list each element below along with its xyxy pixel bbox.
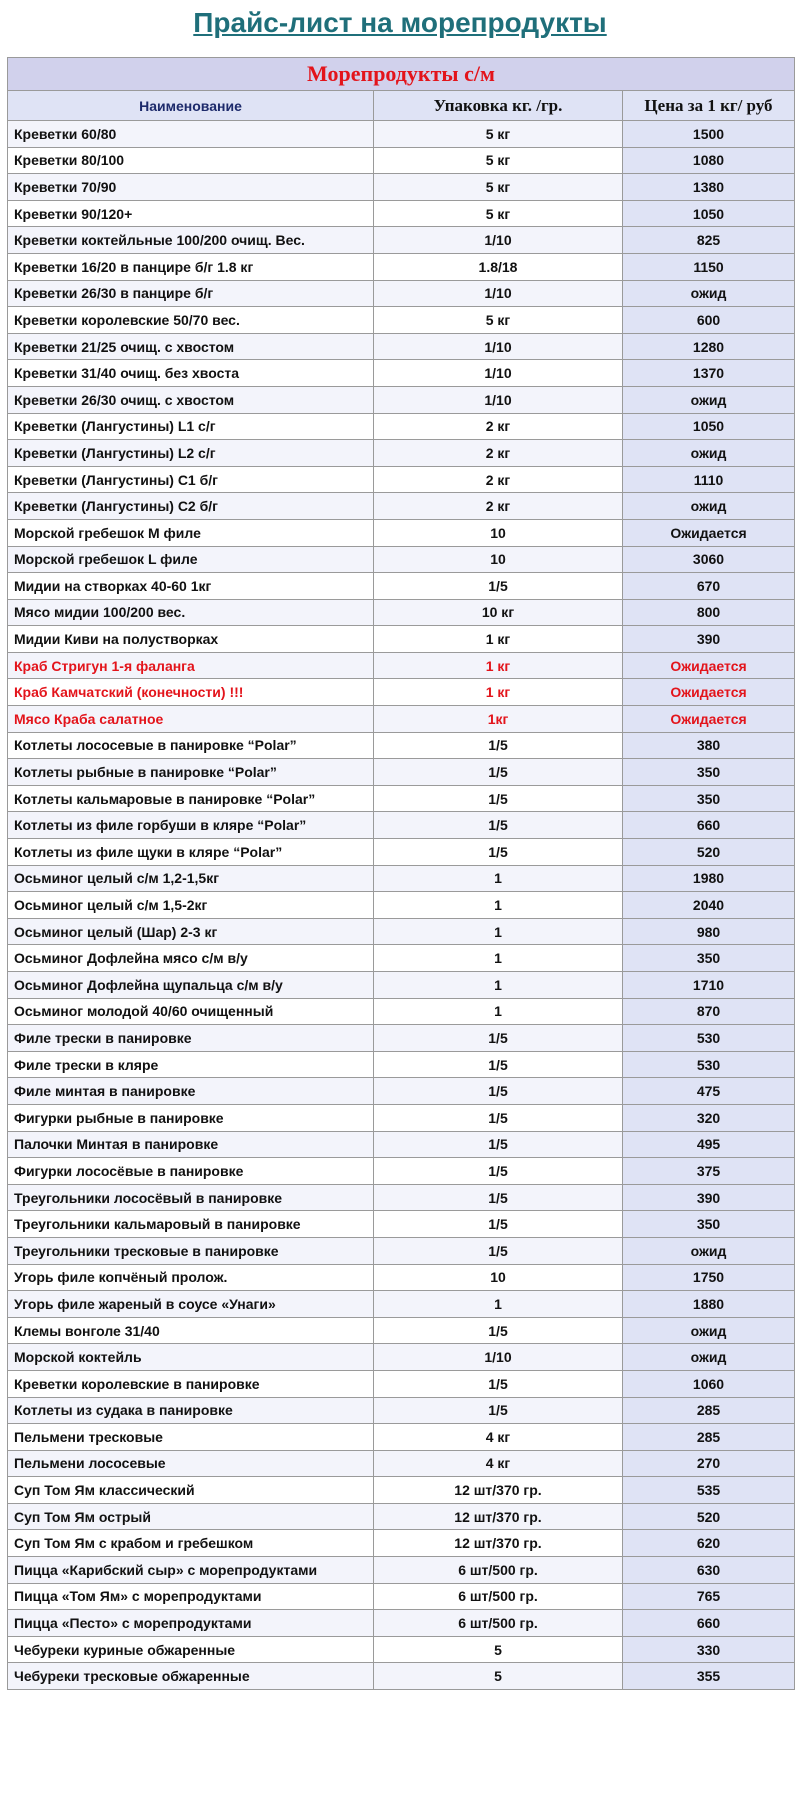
package-cell: 1/5 [374,1158,623,1185]
package-cell: 1 [374,892,623,919]
product-name-cell: Креветки 60/80 [8,121,374,148]
product-name-cell: Креветки 26/30 очищ. с хвостом [8,386,374,413]
table-row [8,1557,795,1584]
price-cell: 1050 [623,413,795,440]
column-header-pack: Упаковка кг. /гр. [374,91,623,121]
product-name-cell: Мясо Краба салатное [8,706,374,733]
table-row [8,1530,795,1557]
price-cell: 1150 [623,253,795,280]
package-cell: 6 шт/500 гр. [374,1557,623,1584]
product-name-cell: Осьминог целый с/м 1,2-1,5кг [8,865,374,892]
price-cell: 800 [623,599,795,626]
price-cell: 1380 [623,174,795,201]
package-cell: 10 [374,546,623,573]
table-row [8,1078,795,1105]
table-row [8,1370,795,1397]
package-cell: 1 кг [374,679,623,706]
package-cell: 5 [374,1636,623,1663]
product-name-cell: Суп Том Ям с крабом и гребешком [8,1530,374,1557]
product-name-cell: Фигурки рыбные в панировке [8,1104,374,1131]
product-name-cell: Креветки (Лангустины) С2 б/г [8,493,374,520]
product-name-cell: Креветки (Лангустины) L1 с/г [8,413,374,440]
table-row [8,1663,795,1690]
table-row [8,892,795,919]
price-cell: 530 [623,1051,795,1078]
price-cell: 1280 [623,333,795,360]
table-row [8,1104,795,1131]
table-row [8,1317,795,1344]
price-cell: ожид [623,1344,795,1371]
price-cell: 1080 [623,147,795,174]
table-row [8,918,795,945]
package-cell: 5 кг [374,121,623,148]
package-cell: 5 кг [374,200,623,227]
product-name-cell: Креветки королевские 50/70 вес. [8,307,374,334]
table-row [8,386,795,413]
table-row [8,440,795,467]
package-cell: 12 шт/370 гр. [374,1503,623,1530]
package-cell: 1 кг [374,652,623,679]
product-name-cell: Мидии Киви на полустворках [8,626,374,653]
price-cell: 660 [623,1610,795,1637]
table-row [8,1636,795,1663]
table-row [8,1397,795,1424]
table-row [8,1211,795,1238]
product-name-cell: Краб Стригун 1-я фаланга [8,652,374,679]
package-cell: 1/5 [374,1237,623,1264]
package-cell: 6 шт/500 гр. [374,1610,623,1637]
price-cell: 380 [623,732,795,759]
package-cell: 1/5 [374,1397,623,1424]
product-name-cell: Осьминог Дофлейна мясо с/м в/у [8,945,374,972]
product-name-cell: Угорь филе копчёный пролож. [8,1264,374,1291]
table-row [8,1131,795,1158]
package-cell: 2 кг [374,466,623,493]
table-row [8,1583,795,1610]
package-cell: 1 [374,945,623,972]
table-row [8,732,795,759]
product-name-cell: Котлеты из филе горбуши в кляре “Polar” [8,812,374,839]
table-row [8,227,795,254]
table-row [8,652,795,679]
package-cell: 4 кг [374,1450,623,1477]
product-name-cell: Пельмени лососевые [8,1450,374,1477]
price-cell: 600 [623,307,795,334]
product-name-cell: Палочки Минтая в панировке [8,1131,374,1158]
price-cell: Ожидается [623,679,795,706]
price-cell: 520 [623,1503,795,1530]
table-row [8,1158,795,1185]
price-cell: 1880 [623,1291,795,1318]
product-name-cell: Креветки 21/25 очищ. с хвостом [8,333,374,360]
price-cell: 350 [623,1211,795,1238]
product-name-cell: Мидии на створках 40-60 1кг [8,573,374,600]
package-cell: 4 кг [374,1424,623,1451]
price-cell: ожид [623,280,795,307]
table-row [8,759,795,786]
package-cell: 5 [374,1663,623,1690]
package-cell: 2 кг [374,493,623,520]
price-cell: 870 [623,998,795,1025]
price-cell: 350 [623,945,795,972]
package-cell: 5 кг [374,147,623,174]
price-cell: 330 [623,1636,795,1663]
price-cell: 1710 [623,972,795,999]
product-name-cell: Креветки 80/100 [8,147,374,174]
price-cell: 630 [623,1557,795,1584]
table-row [8,865,795,892]
product-name-cell: Котлеты лососевые в панировке “Polar” [8,732,374,759]
table-row [8,493,795,520]
price-cell: 1050 [623,200,795,227]
product-name-cell: Осьминог молодой 40/60 очищенный [8,998,374,1025]
table-row [8,706,795,733]
price-cell: 1110 [623,466,795,493]
product-name-cell: Фигурки лососёвые в панировке [8,1158,374,1185]
product-name-cell: Филе трески в кляре [8,1051,374,1078]
table-row [8,626,795,653]
package-cell: 2 кг [374,440,623,467]
package-cell: 1/10 [374,1344,623,1371]
product-name-cell: Угорь филе жареный в соусе «Унаги» [8,1291,374,1318]
package-cell: 1/5 [374,812,623,839]
product-name-cell: Котлеты кальмаровые в панировке “Polar” [8,785,374,812]
package-cell: 1/10 [374,333,623,360]
price-cell: Ожидается [623,519,795,546]
table-row [8,413,795,440]
package-cell: 1кг [374,706,623,733]
table-row [8,1344,795,1371]
package-cell: 12 шт/370 гр. [374,1530,623,1557]
table-row [8,1477,795,1504]
table-row [8,1051,795,1078]
page-title: Прайс-лист на морепродукты [193,7,607,38]
package-cell: 10 [374,519,623,546]
price-cell: 2040 [623,892,795,919]
package-cell: 1/10 [374,280,623,307]
product-name-cell: Пицца «Том Ям» с морепродуктами [8,1583,374,1610]
product-name-cell: Краб Камчатский (конечности) !!! [8,679,374,706]
product-name-cell: Креветки (Лангустины) L2 с/г [8,440,374,467]
table-row [8,785,795,812]
price-cell: 980 [623,918,795,945]
package-cell: 6 шт/500 гр. [374,1583,623,1610]
price-cell: 1060 [623,1370,795,1397]
price-cell: 530 [623,1025,795,1052]
table-row [8,253,795,280]
product-name-cell: Морской коктейль [8,1344,374,1371]
price-cell: 475 [623,1078,795,1105]
package-cell: 12 шт/370 гр. [374,1477,623,1504]
package-cell: 1/5 [374,573,623,600]
product-name-cell: Филе трески в панировке [8,1025,374,1052]
price-cell: 3060 [623,546,795,573]
package-cell: 5 кг [374,174,623,201]
price-cell: 390 [623,1184,795,1211]
package-cell: 1/10 [374,227,623,254]
table-row [8,466,795,493]
package-cell: 1 [374,865,623,892]
column-header-name: Наименование [8,91,374,121]
table-row [8,1025,795,1052]
product-name-cell: Мясо мидии 100/200 вес. [8,599,374,626]
price-cell: 535 [623,1477,795,1504]
package-cell: 10 [374,1264,623,1291]
package-cell: 1 [374,998,623,1025]
price-cell: 495 [623,1131,795,1158]
price-cell: 320 [623,1104,795,1131]
table-row [8,599,795,626]
product-name-cell: Котлеты из филе щуки в кляре “Polar” [8,839,374,866]
price-cell: 825 [623,227,795,254]
package-cell: 10 кг [374,599,623,626]
table-row [8,147,795,174]
price-cell: 1980 [623,865,795,892]
table-row [8,1424,795,1451]
price-cell: 660 [623,812,795,839]
price-cell: 375 [623,1158,795,1185]
product-name-cell: Суп Том Ям острый [8,1503,374,1530]
product-name-cell: Креветки 31/40 очищ. без хвоста [8,360,374,387]
price-cell: 270 [623,1450,795,1477]
product-name-cell: Осьминог Дофлейна щупальца с/м в/у [8,972,374,999]
price-cell: 285 [623,1424,795,1451]
package-cell: 1/10 [374,386,623,413]
table-row [8,1237,795,1264]
table-row [8,1184,795,1211]
product-name-cell: Треугольники тресковые в панировке [8,1237,374,1264]
price-cell: Ожидается [623,706,795,733]
product-name-cell: Креветки коктейльные 100/200 очищ. Вес. [8,227,374,254]
table-row [8,573,795,600]
table-row [8,1264,795,1291]
product-name-cell: Креветки 26/30 в панцире б/г [8,280,374,307]
product-name-cell: Морской гребешок М филе [8,519,374,546]
table-row [8,121,795,148]
product-name-cell: Клемы вонголе 31/40 [8,1317,374,1344]
product-name-cell: Креветки 70/90 [8,174,374,201]
price-cell: 285 [623,1397,795,1424]
product-name-cell: Морской гребешок L филе [8,546,374,573]
product-name-cell: Чебуреки куриные обжаренные [8,1636,374,1663]
price-cell: Ожидается [623,652,795,679]
table-row [8,839,795,866]
product-name-cell: Треугольники кальмаровый в панировке [8,1211,374,1238]
table-row [8,679,795,706]
table-row [8,1291,795,1318]
column-header-price: Цена за 1 кг/ руб [623,91,795,121]
table-row [8,1503,795,1530]
table-row [8,546,795,573]
package-cell: 1/5 [374,1078,623,1105]
table-row [8,280,795,307]
package-cell: 1 кг [374,626,623,653]
product-name-cell: Суп Том Ям классический [8,1477,374,1504]
table-row [8,519,795,546]
package-cell: 5 кг [374,307,623,334]
product-name-cell: Пицца «Карибский сыр» с морепродуктами [8,1557,374,1584]
package-cell: 1 [374,1291,623,1318]
product-name-cell: Треугольники лососёвый в панировке [8,1184,374,1211]
price-cell: 1500 [623,121,795,148]
table-row [8,972,795,999]
product-name-cell: Креветки (Лангустины) С1 б/г [8,466,374,493]
package-cell: 1.8/18 [374,253,623,280]
package-cell: 1/5 [374,1051,623,1078]
table-row [8,1610,795,1637]
package-cell: 1/5 [374,759,623,786]
package-cell: 1/5 [374,1370,623,1397]
table-row [8,333,795,360]
package-cell: 2 кг [374,413,623,440]
price-cell: ожид [623,1237,795,1264]
product-name-cell: Филе минтая в панировке [8,1078,374,1105]
product-name-cell: Осьминог целый (Шар) 2-3 кг [8,918,374,945]
price-cell: ожид [623,1317,795,1344]
product-name-cell: Котлеты из судака в панировке [8,1397,374,1424]
price-cell: 765 [623,1583,795,1610]
package-cell: 1/5 [374,1184,623,1211]
price-cell: 520 [623,839,795,866]
price-cell: 355 [623,1663,795,1690]
package-cell: 1/5 [374,1131,623,1158]
price-cell: 350 [623,785,795,812]
price-cell: 350 [623,759,795,786]
table-row [8,812,795,839]
table-row [8,200,795,227]
product-name-cell: Креветки 16/20 в панцире б/г 1.8 кг [8,253,374,280]
product-name-cell: Пельмени тресковые [8,1424,374,1451]
table-row [8,945,795,972]
product-name-cell: Пицца «Песто» с морепродуктами [8,1610,374,1637]
price-cell: ожид [623,386,795,413]
price-cell: 390 [623,626,795,653]
table-row [8,307,795,334]
package-cell: 1 [374,972,623,999]
section-header-row [8,58,795,91]
price-table [7,57,795,1690]
package-cell: 1/5 [374,839,623,866]
price-cell: 1750 [623,1264,795,1291]
table-row [8,174,795,201]
package-cell: 1/5 [374,1317,623,1344]
product-name-cell: Чебуреки тресковые обжаренные [8,1663,374,1690]
product-name-cell: Креветки королевские в панировке [8,1370,374,1397]
table-row [8,1450,795,1477]
section-title: Морепродукты с/м [8,58,795,91]
package-cell: 1/5 [374,785,623,812]
table-row [8,360,795,387]
price-cell: ожид [623,440,795,467]
price-cell: 1370 [623,360,795,387]
package-cell: 1/10 [374,360,623,387]
product-name-cell: Креветки 90/120+ [8,200,374,227]
package-cell: 1 [374,918,623,945]
price-cell: 670 [623,573,795,600]
product-name-cell: Котлеты рыбные в панировке “Polar” [8,759,374,786]
table-row [8,998,795,1025]
price-cell: 620 [623,1530,795,1557]
product-name-cell: Осьминог целый с/м 1,5-2кг [8,892,374,919]
price-cell: ожид [623,493,795,520]
column-header-row [8,91,795,121]
package-cell: 1/5 [374,1025,623,1052]
package-cell: 1/5 [374,732,623,759]
package-cell: 1/5 [374,1211,623,1238]
package-cell: 1/5 [374,1104,623,1131]
